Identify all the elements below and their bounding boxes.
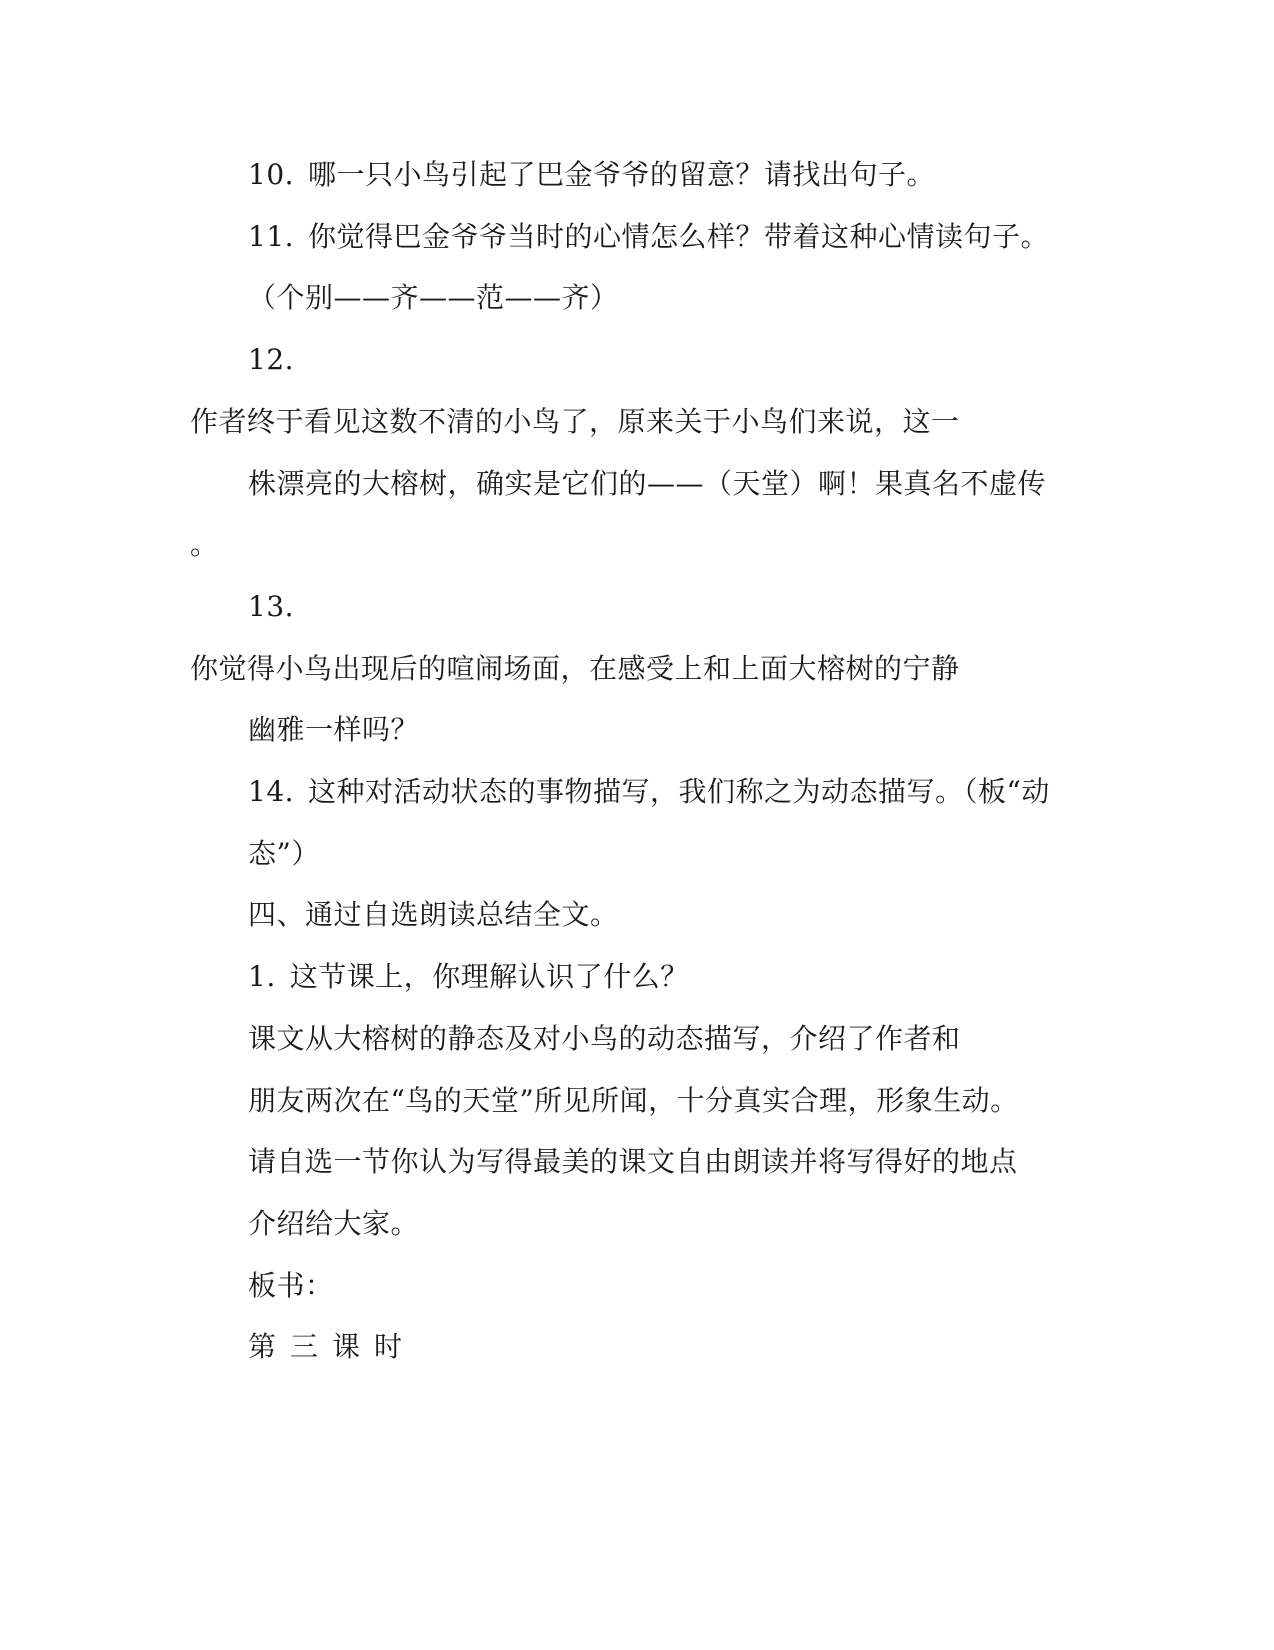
question-10: [248, 157, 935, 193]
question-12-text-line-1: 作者终于看见这数不清的小鸟了，原来关于小鸟们来说，这一: [190, 405, 960, 438]
summary-text-line-4: 介绍给大家。: [248, 1207, 420, 1240]
item-number: 14.: [248, 775, 295, 808]
question-11: [248, 219, 1049, 255]
question-13-number: 13.: [248, 590, 295, 623]
item-text: 这节课上，你理解认识了什么？: [289, 960, 689, 993]
summary-text-line-2: 朋友两次在“鸟的天堂”所见所闻，十分真实合理，形象生动。: [248, 1084, 1019, 1117]
question-12-number: 12.: [248, 343, 295, 376]
item-number: 10.: [248, 158, 295, 191]
question-13-text-line-1: 你觉得小鸟出现后的喧闹场面，在感受上和上面大榕树的宁静: [190, 652, 960, 685]
item-number: 1.: [248, 960, 276, 993]
blackboard-label: 板书：: [248, 1269, 334, 1302]
question-14-continuation: 态”）: [248, 837, 320, 870]
item-text: 哪一只小鸟引起了巴金爷爷的留意？请找出句子。: [308, 158, 936, 191]
item-text: 你觉得巴金爷爷当时的心情怎么样？带着这种心情读句子。: [308, 220, 1050, 253]
summary-question-1: [248, 959, 689, 995]
summary-text-line-3: 请自选一节你认为写得最美的课文自由朗读并将写得好的地点: [248, 1145, 1018, 1178]
item-text: 这种对活动状态的事物描写，我们称之为动态描写。（板“动: [308, 775, 1050, 808]
question-14: [248, 774, 1050, 810]
lesson-heading-third: 第三课时: [248, 1330, 417, 1363]
summary-text-line-1: 课文从大榕树的静态及对小鸟的动态描写，介绍了作者和: [248, 1022, 961, 1055]
question-12-text-line-3: 。: [190, 528, 219, 561]
section-heading-4: 四、通过自选朗读总结全文。: [248, 898, 619, 931]
reading-order-note: （个别——齐——范——齐）: [248, 281, 619, 314]
question-12-text-line-2: 株漂亮的大榕树，确实是它们的——（天堂）啊！果真名不虚传: [248, 467, 1047, 500]
question-13-text-line-2: 幽雅一样吗？: [248, 713, 420, 746]
item-number: 11.: [248, 220, 295, 253]
